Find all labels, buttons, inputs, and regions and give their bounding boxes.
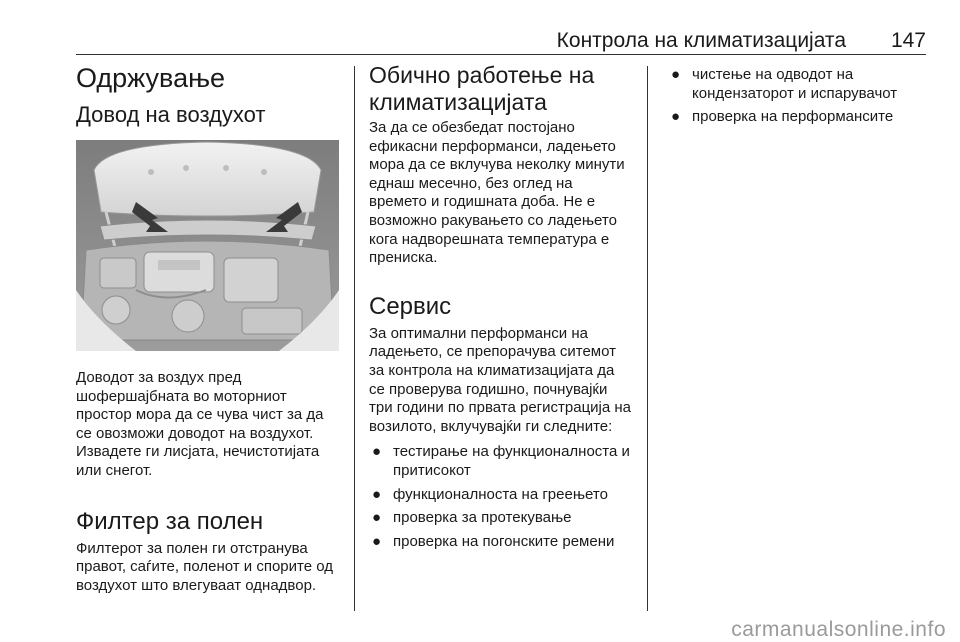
list-item: ● чистење на одводот на кондензаторот и испарувачот	[671, 66, 898, 102]
pollen-filter-paragraph: Филтерот за полен ги отстранува правот, саѓите, поленот и спорите од воздухот што влегуваат однадвор.	[76, 539, 334, 594]
column-divider-1	[354, 66, 355, 611]
list-item: ● функционалноста на греењето	[372, 485, 608, 503]
bullet-icon: ●	[372, 485, 382, 503]
subtitle-air-inlet: Довод на воздухот	[76, 102, 266, 127]
subtitle-pollen-filter: Филтер за полен	[76, 507, 264, 535]
engine-bay-air-inlet-illustration-icon	[76, 140, 339, 351]
header-title: Контрола на климатизацијата	[556, 29, 846, 52]
subtitle-service: Сервис	[369, 292, 452, 320]
list-item: ● тестирање на функционалноста и притисокот	[372, 443, 630, 479]
page-header	[76, 0, 926, 60]
service-bullet-list	[369, 443, 633, 551]
regular-operation-paragraph: За да се обезбедат постојано ефикасни перформанси, ладењето мора да се вклучува неколку минути еднаш месечно, без оглед на времето и годишната доба. Не е возможно ракувањето со ладењето кога надворешната температура е прениска.	[369, 119, 625, 267]
bullet-icon: ●	[372, 532, 382, 550]
bullet-icon: ●	[372, 443, 382, 461]
service-bullet-list-continued	[668, 66, 930, 127]
column-1	[76, 62, 342, 595]
bullet-icon: ●	[671, 108, 681, 126]
page-number: 147	[890, 29, 926, 52]
subtitle-regular-operation: Обично работење на климатизацијата	[369, 62, 595, 115]
watermark: carmanualsonline.info	[731, 618, 946, 641]
header-rule	[76, 54, 926, 55]
section-title-maintenance: Одржување	[76, 63, 226, 93]
air-inlet-paragraph: Доводот за воздух пред шофершајбната во моторниот простор мора да се чува чист за да се овозможи доводот на воздухот. Извадете ги лисјата, нечистотијата или снегот.	[76, 369, 324, 479]
service-paragraph: За оптимални перформанси на ладењето, се препорачува ситемот за контрола на климатизацијата да се проверува годишно, почнувајќи три години по првата регистрација на возилото, вклучувајќи ги следните:	[369, 324, 632, 435]
column-divider-2	[647, 66, 648, 611]
bullet-icon: ●	[372, 509, 382, 527]
list-item: ● проверка на перформансите	[671, 108, 894, 126]
column-3	[668, 62, 930, 127]
bullet-icon: ●	[671, 66, 681, 83]
list-item: ● проверка за протекување	[372, 509, 572, 527]
list-item: ● проверка на погонските ремени	[372, 532, 615, 550]
column-2	[369, 62, 633, 551]
